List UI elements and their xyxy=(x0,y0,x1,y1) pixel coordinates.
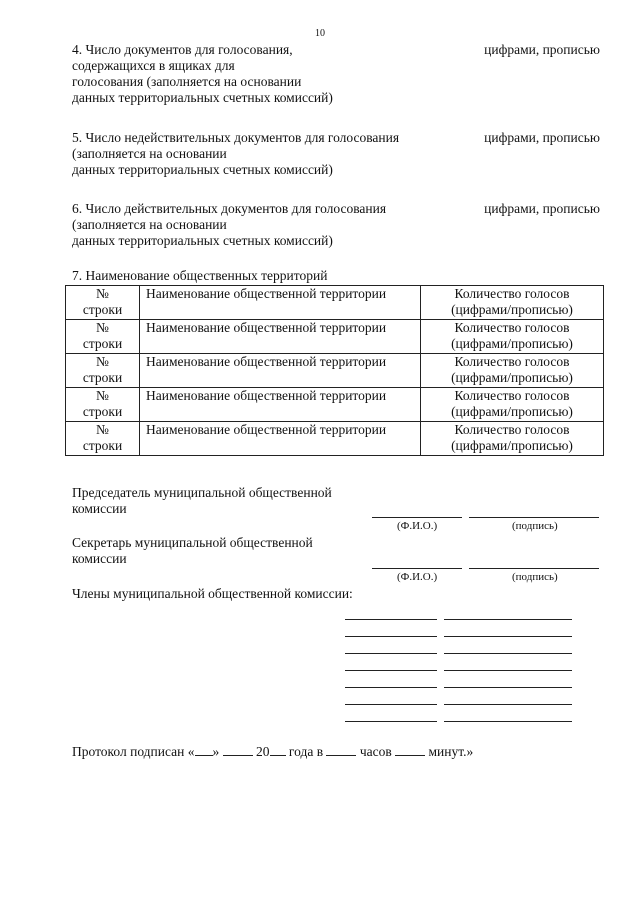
member-fio-line xyxy=(345,653,437,654)
row-number-cell xyxy=(66,286,140,320)
territories-table xyxy=(65,285,604,456)
row-number-sign: № xyxy=(96,422,109,437)
row-number-label: строки xyxy=(82,302,123,317)
secretary-label xyxy=(72,535,313,567)
item-6-format-note: цифрами, прописью xyxy=(484,201,600,216)
chair-sign-caption: (подпись) xyxy=(512,520,558,532)
row-number-sign: № xyxy=(96,286,109,301)
item-6-text xyxy=(72,201,472,249)
row-number-cell xyxy=(66,388,140,422)
member-fio-line xyxy=(345,721,437,722)
item-5-format-note: цифрами, прописью xyxy=(484,130,600,145)
row-number-label: строки xyxy=(82,336,123,351)
day-blank xyxy=(195,743,213,756)
hours-blank xyxy=(326,743,356,756)
table-row xyxy=(66,388,604,422)
secretary-label-line-2: комиссии xyxy=(72,551,127,566)
row-number-sign: № xyxy=(96,320,109,335)
item-4-text xyxy=(72,42,452,106)
chair-fio-caption: (Ф.И.О.) xyxy=(397,520,438,532)
secretary-fio-caption: (Ф.И.О.) xyxy=(397,571,438,583)
members-label: Члены муниципальной общественной комиссии: xyxy=(72,586,353,601)
item-4-line-1: 4. Число документов для голосования, xyxy=(72,42,293,57)
member-signature-line xyxy=(444,687,572,688)
item-4-line-4: данных территориальных счетных комиссий) xyxy=(72,90,333,105)
votes-label: Количество голосов xyxy=(454,422,570,437)
votes-label: Количество голосов xyxy=(454,286,570,301)
minutes-blank xyxy=(395,743,425,756)
votes-format: (цифрами/прописью) xyxy=(451,438,573,453)
signing-text-2: » xyxy=(212,744,220,759)
member-fio-line xyxy=(345,704,437,705)
year-blank xyxy=(270,743,286,756)
member-signature-line xyxy=(444,670,572,671)
member-signature-line xyxy=(444,636,572,637)
signing-text-5: часов xyxy=(359,744,392,759)
signing-statement xyxy=(72,743,473,760)
territory-name-cell: Наименование общественной территории xyxy=(140,422,421,456)
row-number-label: строки xyxy=(82,438,123,453)
member-fio-line xyxy=(345,636,437,637)
member-fio-line xyxy=(345,619,437,620)
member-signature-line xyxy=(444,619,572,620)
votes-cell xyxy=(421,320,604,354)
votes-label: Количество голосов xyxy=(454,320,570,335)
member-fio-line xyxy=(345,687,437,688)
votes-format: (цифрами/прописью) xyxy=(451,302,573,317)
chair-signature-line xyxy=(469,517,599,518)
member-fio-line xyxy=(345,670,437,671)
votes-label: Количество голосов xyxy=(454,354,570,369)
item-5-line-2: (заполняется на основании xyxy=(72,146,227,161)
item-5-line-1: 5. Число недействительных документов для голосования xyxy=(72,130,400,145)
votes-format: (цифрами/прописью) xyxy=(451,336,573,351)
votes-cell xyxy=(421,388,604,422)
territory-name-cell: Наименование общественной территории xyxy=(140,286,421,320)
row-number-label: строки xyxy=(82,404,123,419)
territory-name-cell: Наименование общественной территории xyxy=(140,320,421,354)
row-number-cell xyxy=(66,354,140,388)
row-number-label: строки xyxy=(82,370,123,385)
territory-name-cell: Наименование общественной территории xyxy=(140,388,421,422)
secretary-sign-caption: (подпись) xyxy=(512,571,558,583)
chair-fio-line xyxy=(372,517,462,518)
chair-label-line-1: Председатель муниципальной общественной xyxy=(72,485,332,500)
row-number-sign: № xyxy=(96,388,109,403)
votes-cell xyxy=(421,422,604,456)
item-6-line-3: данных территориальных счетных комиссий) xyxy=(72,233,333,248)
votes-format: (цифрами/прописью) xyxy=(451,370,573,385)
item-5-line-3: данных территориальных счетных комиссий) xyxy=(72,162,333,177)
secretary-signature-line xyxy=(469,568,599,569)
item-4-line-2: содержащихся в ящиках для xyxy=(72,58,235,73)
secretary-label-line-1: Секретарь муниципальной общественной xyxy=(72,535,313,550)
secretary-fio-line xyxy=(372,568,462,569)
chair-label xyxy=(72,485,332,517)
member-signature-line xyxy=(444,704,572,705)
signing-text-4: года в xyxy=(288,744,324,759)
table-row xyxy=(66,320,604,354)
page-number: 10 xyxy=(315,28,325,39)
signing-year-prefix: 20 xyxy=(256,744,270,759)
item-4-line-3: голосования (заполняется на основании xyxy=(72,74,302,89)
item-5-text xyxy=(72,130,472,178)
item-6-line-1: 6. Число действительных документов для голосования xyxy=(72,201,387,216)
member-signature-line xyxy=(444,653,572,654)
votes-cell xyxy=(421,354,604,388)
row-number-cell xyxy=(66,320,140,354)
item-6-line-2: (заполняется на основании xyxy=(72,217,227,232)
votes-format: (цифрами/прописью) xyxy=(451,404,573,419)
chair-label-line-2: комиссии xyxy=(72,501,127,516)
table-row xyxy=(66,354,604,388)
table-row xyxy=(66,286,604,320)
row-number-sign: № xyxy=(96,354,109,369)
member-signature-line xyxy=(444,721,572,722)
item-4-format-note: цифрами, прописью xyxy=(484,42,600,57)
row-number-cell xyxy=(66,422,140,456)
votes-cell xyxy=(421,286,604,320)
section-7-title: 7. Наименование общественных территорий xyxy=(72,268,328,283)
table-row xyxy=(66,422,604,456)
votes-label: Количество голосов xyxy=(454,388,570,403)
territory-name-cell: Наименование общественной территории xyxy=(140,354,421,388)
month-blank xyxy=(223,743,253,756)
signing-text-6: минут.» xyxy=(428,744,474,759)
signing-text-1: Протокол подписан « xyxy=(72,744,195,759)
